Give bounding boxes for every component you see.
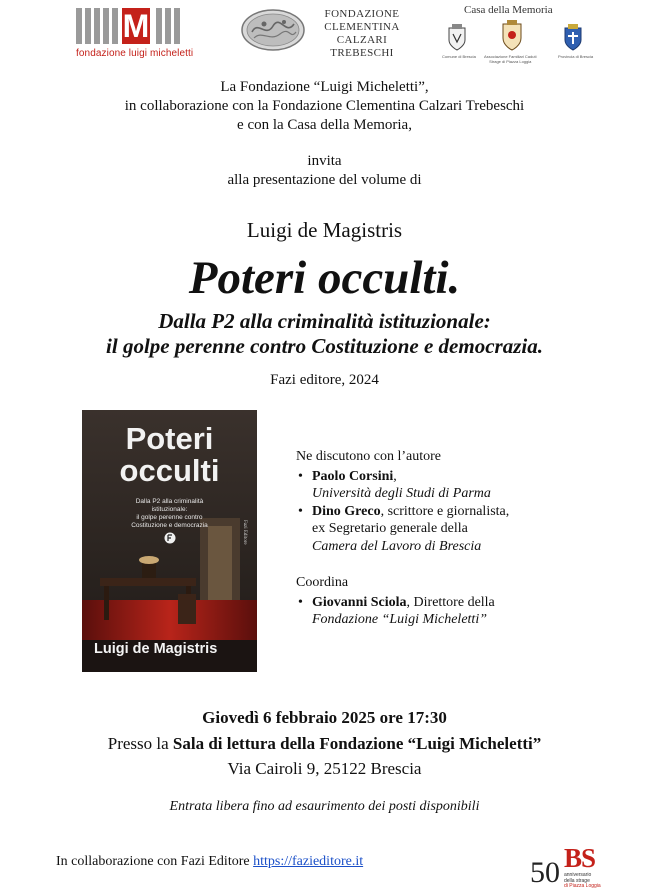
moderator-list [296,594,626,629]
badge-line-2: della strage [564,877,590,884]
intro-line-2: in collaborazione con la Fondazione Clementina Calzari Trebeschi [124,98,525,114]
publisher: Fazi editore, 2024 [270,372,379,388]
speaker-affiliation: Camera del Lavoro di Brescia [312,538,482,554]
speaker-name: Dino Greco [312,503,381,519]
cover-title-line-1: Poteri [125,421,214,456]
calzari-line-3: TREBESCHI [330,47,394,59]
crest-label-associazione-1: Associazione Familiari Caduti [484,54,537,59]
moderator-item [296,594,626,629]
badge-number: 50 [530,856,560,889]
speaker-list [296,468,626,556]
discussion-lead: Ne discutono con l’autore [296,449,442,464]
book-subtitle [0,309,649,359]
event-venue [0,734,649,754]
piazza-loggia-50-logo [530,842,630,892]
book-cover-image [82,410,257,672]
event-address: Via Cairoli 9, 25122 Brescia [227,759,422,778]
badge-line-1: anniversario [564,872,592,878]
cover-subtitle-2: istituzionale: [151,506,188,513]
speaker-name: Paolo Corsini [312,468,394,484]
subtitle-line-2: il golpe perenne contro Costituzione e democrazia. [106,334,543,358]
moderator-name: Giovanni Sciola [312,594,407,610]
moderator-role: , Direttore della [406,594,495,610]
speaker-role: , [393,468,397,484]
provincia-brescia-crest-icon [562,24,584,52]
footer-collaboration [56,854,363,870]
calzari-line-2: CLEMENTINA CALZARI [324,21,400,46]
cover-subtitle-4: Costituzione e democrazia [131,522,208,529]
badge-line-3: di Piazza Loggia [564,883,601,889]
cover-subtitle-3: il golpe perenne contro [136,514,203,521]
cover-subtitle [82,498,257,530]
crest-label-comune: Comune di Brescia [442,54,476,59]
casa-title: Casa della Memoria [464,4,553,16]
moderator-affiliation: Fondazione “Luigi Micheletti” [312,612,487,627]
discussion-panel [296,448,626,629]
speaker-item [296,468,626,503]
footer-text: In collaborazione con Fazi Editore [56,854,254,869]
cover-title-line-2: occulti [119,453,220,488]
cover-author: Luigi de Magistris [94,641,218,657]
calzari-logo-text [306,8,418,60]
intro-line-3: e con la Casa della Memoria, [237,117,412,133]
cover-subtitle-1: Dalla P2 alla criminalità [135,498,204,505]
comune-brescia-crest-icon [446,24,468,52]
crest-label-associazione-2: Strage di Piazza Loggia [489,59,532,64]
event-datetime: Giovedì 6 febbraio 2025 ore 17:30 [202,708,447,727]
badge-letters: BS [564,843,596,873]
fazi-link[interactable]: https://fazieditore.it [253,854,364,869]
speaker-role-2: ex Segretario generale della [312,521,468,536]
logo-m-letter: M [122,8,150,44]
intro-block [0,78,649,135]
speaker-affiliation: Università degli Studi di Parma [312,486,491,501]
calzari-medal-icon [240,8,306,52]
moderator-lead: Coordina [296,575,349,590]
invita-block [0,152,649,190]
logo-bars-right [156,8,183,44]
cover-spine-text: Fazi Editore [242,520,247,545]
invita-text: invita [307,153,342,169]
book-title: Poteri occulti. [188,252,461,304]
speaker-role: , scrittore e giornalista, [380,503,510,519]
crest-label-provincia: Provincia di Brescia [558,54,594,59]
entry-note: Entrata libera fino ad esaurimento dei posti disponibili [169,799,480,814]
fazi-publisher-mark-icon [164,532,176,544]
logo-bars-left [76,8,121,44]
badge-caption [564,873,601,890]
subtitle-line-1: Dalla P2 alla criminalità istituzionale: [158,309,491,333]
micheletti-logo [76,8,206,60]
venue-prefix: Presso la [107,734,173,753]
crest-label-associazione [484,54,536,64]
book-author: Luigi de Magistris [246,218,403,242]
venue-name: Sala di lettura della Fondazione “Luigi Micheletti” [172,734,542,753]
intro-line-1: La Fondazione “Luigi Micheletti”, [220,79,429,95]
micheletti-caption: fondazione luigi micheletti [76,48,194,59]
speaker-item [296,503,626,556]
associazione-crest-icon [500,20,524,52]
presentazione-text: alla presentazione del volume di [227,172,422,188]
calzari-line-1: FONDAZIONE [324,8,400,20]
